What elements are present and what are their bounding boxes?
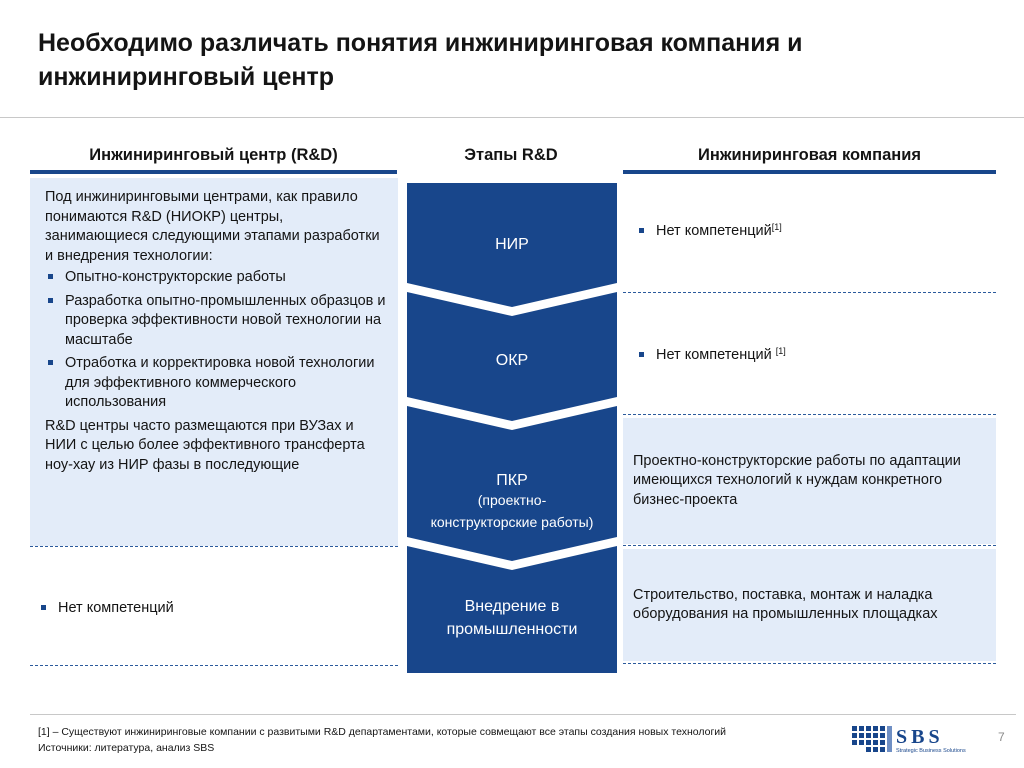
row-divider [623, 663, 996, 664]
row-divider [623, 292, 996, 293]
stage-pkr-label: ПКР [496, 472, 528, 489]
bullet-square-icon [639, 352, 644, 357]
company-nir-item: Нет компетенций[1] [636, 222, 782, 241]
footnote-ref: [1] [775, 346, 786, 356]
sbs-logo-tagline: Strategic Business Solutions [896, 748, 966, 754]
list-item: Разработка опытно-промышленных образцов и проверка эффективности новой технологии на масштабе [45, 292, 386, 351]
bullet-square-icon [48, 360, 53, 365]
company-implementation-panel [623, 549, 996, 661]
stage-pkr-sublabel-2: конструкторские работы) [430, 514, 594, 530]
stage-okr-label: ОКР [495, 352, 529, 369]
center-activities-list [45, 268, 386, 413]
center-implementation-item: Нет компетенций [38, 599, 174, 618]
footer-divider [30, 714, 1016, 715]
company-pkr-panel [623, 418, 996, 544]
page-number: 7 [998, 730, 1005, 744]
column-header-rd-stages: Этапы R&D [464, 146, 558, 164]
stage-implementation-label-2: промышленности [446, 621, 578, 638]
sbs-logo-text: SBS [896, 726, 944, 748]
bullet-square-icon [41, 605, 46, 610]
row-divider [30, 546, 398, 547]
row-divider [623, 545, 996, 546]
center-intro-text: Под инжиниринговыми центрами, как правило понимаются R&D (НИОКР) центры, занимающиеся следующими этапами разработки и внедрения технологии: [45, 189, 380, 264]
list-item: Отработка и корректировка новой технологии для эффективного коммерческого использования [45, 354, 386, 413]
bullet-square-icon [639, 228, 644, 233]
rd-stages-diagram [407, 183, 617, 673]
page-title: Необходимо различать понятия инжиниринговая компания и инжиниринговый центр [38, 29, 803, 91]
center-outro-text: R&D центры часто размещаются при ВУЗах и НИИ с целью более эффективного трансферта ноу-хау из НИР фазы в последующие [45, 417, 365, 473]
list-item: Опытно-конструкторские работы [45, 268, 386, 288]
company-implementation-text: Строительство, поставка, монтаж и наладка оборудования на промышленных площадках [633, 586, 938, 622]
stage-implementation-label-1: Внедрение в [464, 598, 560, 615]
footnote [38, 724, 726, 756]
bullet-square-icon [48, 298, 53, 303]
company-pkr-text: Проектно-конструкторские работы по адаптации имеющихся технологий к нуждам конкретного бизнес-проекта [633, 452, 961, 508]
sources-text: Источники: литература, анализ SBS [38, 742, 215, 754]
stage-nir-label: НИР [495, 236, 529, 253]
stage-pkr-sublabel-1: (проектно- [477, 492, 547, 508]
bullet-square-icon [48, 274, 53, 279]
column-header-engineering-company: Инжиниринговая компания [623, 142, 996, 174]
column-header-engineering-center: Инжиниринговый центр (R&D) [30, 142, 397, 174]
company-okr-item: Нет компетенций [1] [636, 346, 786, 365]
engineering-center-description [30, 178, 398, 546]
sbs-logo [850, 722, 980, 754]
row-divider [30, 665, 398, 666]
footnote-ref: [1] [771, 222, 782, 232]
sbs-logo-grid-icon [852, 726, 885, 752]
row-divider [623, 414, 996, 415]
footnote-text: [1] – Существуют инжиниринговые компании с развитыми R&D департаментами, которые совмещают все этапы создания новых технологий [38, 726, 727, 738]
title-divider [0, 117, 1024, 118]
